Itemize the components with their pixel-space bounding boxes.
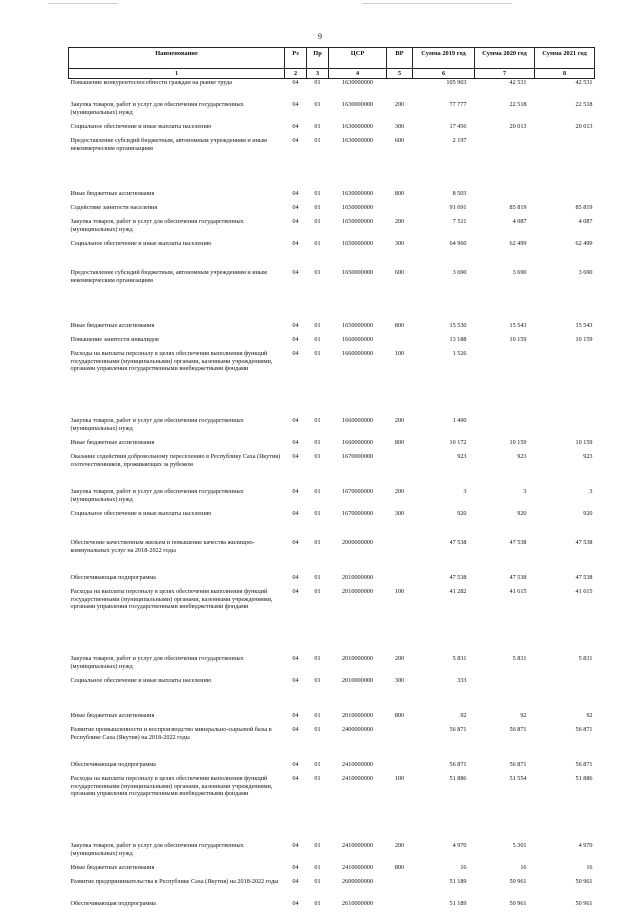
row-sum-2021-cell: 3 690 <box>535 269 595 322</box>
row-vr-cell: 200 <box>387 218 413 240</box>
row-name-cell: Предоставление субсидий бюджетным, автономным учреждениям и иным некоммерческим организациям <box>69 269 285 322</box>
row-pr-cell: 01 <box>307 350 329 417</box>
row-csr-cell: 2410000000 <box>329 842 387 864</box>
row-sum-2021-cell: 50 961 <box>535 878 595 900</box>
row-rz-cell: 04 <box>285 842 307 864</box>
row-csr-cell: 2610000000 <box>329 900 387 914</box>
row-sum-2019-cell: 4 970 <box>413 842 475 864</box>
row-pr-cell: 01 <box>307 574 329 588</box>
row-sum-2019-cell: 920 <box>413 510 475 539</box>
row-sum-2019-cell: 56 871 <box>413 761 475 775</box>
row-pr-cell: 01 <box>307 488 329 510</box>
row-name-cell: Закупка товаров, работ и услуг для обеспечения государственных (муниципальных) нужд <box>69 488 285 510</box>
row-rz-cell: 04 <box>285 137 307 190</box>
row-sum-2021-cell <box>535 417 595 439</box>
row-sum-2019-cell: 7 511 <box>413 218 475 240</box>
column-index: 6 <box>413 69 475 79</box>
table-row <box>69 588 595 655</box>
header-sum-2021: Сумма 2021 год <box>535 48 595 69</box>
row-csr-cell: 1660000000 <box>329 350 387 417</box>
row-rz-cell: 04 <box>285 190 307 204</box>
table-row <box>69 712 595 726</box>
row-vr-cell <box>387 539 413 574</box>
table-row <box>69 240 595 269</box>
row-pr-cell: 01 <box>307 123 329 137</box>
row-sum-2020-cell: 62 499 <box>475 240 535 269</box>
table-row <box>69 350 595 417</box>
table-row <box>69 439 595 453</box>
row-csr-cell: 1650000000 <box>329 269 387 322</box>
row-name-cell: Расходы на выплаты персоналу в целях обеспечения выполнения функций государственными (муниципальными) органами, казенными учреждениями, органами управления государственными внебюджетными фондами <box>69 775 285 842</box>
row-vr-cell <box>387 900 413 914</box>
row-rz-cell: 04 <box>285 453 307 488</box>
row-csr-cell: 2410000000 <box>329 775 387 842</box>
row-sum-2021-cell: 62 499 <box>535 240 595 269</box>
row-sum-2021-cell: 4 087 <box>535 218 595 240</box>
row-vr-cell <box>387 761 413 775</box>
row-csr-cell: 2010000000 <box>329 588 387 655</box>
budget-table <box>68 47 595 914</box>
table-row <box>69 655 595 677</box>
row-name-cell: Закупка товаров, работ и услуг для обеспечения государственных (муниципальных) нужд <box>69 655 285 677</box>
row-rz-cell: 04 <box>285 510 307 539</box>
row-csr-cell: 1660000000 <box>329 417 387 439</box>
table-row <box>69 322 595 336</box>
table-row <box>69 123 595 137</box>
row-sum-2021-cell: 16 <box>535 864 595 878</box>
row-rz-cell: 04 <box>285 350 307 417</box>
row-csr-cell: 2010000000 <box>329 655 387 677</box>
row-csr-cell: 1670000000 <box>329 488 387 510</box>
table-row <box>69 842 595 864</box>
row-pr-cell: 01 <box>307 842 329 864</box>
row-name-cell: Развитие предпринимательства в Республике Саха (Якутия) на 2018-2022 годы <box>69 878 285 900</box>
row-sum-2020-cell: 3 <box>475 488 535 510</box>
row-sum-2021-cell <box>535 350 595 417</box>
row-pr-cell: 01 <box>307 218 329 240</box>
row-vr-cell: 600 <box>387 137 413 190</box>
row-sum-2020-cell: 22 518 <box>475 101 535 123</box>
row-vr-cell: 300 <box>387 123 413 137</box>
row-csr-cell: 2010000000 <box>329 574 387 588</box>
row-sum-2019-cell: 15 530 <box>413 322 475 336</box>
row-sum-2021-cell: 20 013 <box>535 123 595 137</box>
row-rz-cell: 04 <box>285 240 307 269</box>
row-name-cell: Закупка товаров, работ и услуг для обеспечения государственных (муниципальных) нужд <box>69 417 285 439</box>
row-rz-cell: 04 <box>285 204 307 218</box>
row-rz-cell: 04 <box>285 101 307 123</box>
row-vr-cell: 200 <box>387 488 413 510</box>
row-pr-cell: 01 <box>307 712 329 726</box>
row-rz-cell: 04 <box>285 712 307 726</box>
row-vr-cell <box>387 574 413 588</box>
row-vr-cell: 800 <box>387 864 413 878</box>
table-row <box>69 726 595 761</box>
row-name-cell: Расходы на выплаты персоналу в целях обеспечения выполнения функций государственными (муниципальными) органами, казенными учреждениями, органами управления государственными внебюджетными фондами <box>69 350 285 417</box>
row-csr-cell: 1650000000 <box>329 218 387 240</box>
column-index: 8 <box>535 69 595 79</box>
row-sum-2019-cell: 51 189 <box>413 878 475 900</box>
row-name-cell: Предоставление субсидий бюджетным, автономным учреждениям и иным некоммерческим организациям <box>69 137 285 190</box>
row-csr-cell: 2000000000 <box>329 539 387 574</box>
row-sum-2020-cell: 5 831 <box>475 655 535 677</box>
row-csr-cell: 1660000000 <box>329 439 387 453</box>
row-sum-2020-cell: 56 871 <box>475 761 535 775</box>
row-vr-cell <box>387 878 413 900</box>
row-sum-2021-cell: 51 886 <box>535 775 595 842</box>
row-vr-cell: 100 <box>387 775 413 842</box>
header-name: Наименование <box>69 48 285 69</box>
table-row <box>69 336 595 350</box>
table-row <box>69 453 595 488</box>
row-name-cell: Социальное обеспечение и иные выплаты населению <box>69 240 285 269</box>
row-rz-cell: 04 <box>285 322 307 336</box>
table-row <box>69 761 595 775</box>
row-pr-cell: 01 <box>307 677 329 712</box>
row-rz-cell: 04 <box>285 539 307 574</box>
row-sum-2020-cell: 42 531 <box>475 79 535 102</box>
row-pr-cell: 01 <box>307 775 329 842</box>
column-index: 1 <box>69 69 285 79</box>
row-pr-cell: 01 <box>307 190 329 204</box>
row-rz-cell: 04 <box>285 588 307 655</box>
row-vr-cell: 200 <box>387 842 413 864</box>
table-row <box>69 269 595 322</box>
row-pr-cell: 01 <box>307 539 329 574</box>
row-pr-cell: 01 <box>307 240 329 269</box>
table-row <box>69 878 595 900</box>
scan-artifact-line <box>362 3 512 4</box>
row-rz-cell: 04 <box>285 269 307 322</box>
row-sum-2019-cell: 47 538 <box>413 539 475 574</box>
row-pr-cell: 01 <box>307 878 329 900</box>
table-body <box>69 79 595 914</box>
row-vr-cell: 800 <box>387 712 413 726</box>
column-index: 5 <box>387 69 413 79</box>
row-pr-cell: 01 <box>307 900 329 914</box>
row-rz-cell: 04 <box>285 677 307 712</box>
table-row <box>69 137 595 190</box>
row-sum-2021-cell <box>535 137 595 190</box>
table-header-row <box>69 48 595 69</box>
row-rz-cell: 04 <box>285 655 307 677</box>
row-csr-cell: 2410000000 <box>329 864 387 878</box>
row-pr-cell: 01 <box>307 453 329 488</box>
header-rz: Рз <box>285 48 307 69</box>
scan-artifact-line <box>48 3 118 4</box>
row-sum-2019-cell: 56 871 <box>413 726 475 761</box>
page-number: 9 <box>0 32 640 41</box>
row-sum-2020-cell: 20 013 <box>475 123 535 137</box>
row-vr-cell: 800 <box>387 190 413 204</box>
row-sum-2020-cell: 15 543 <box>475 322 535 336</box>
column-index: 3 <box>307 69 329 79</box>
row-sum-2021-cell: 50 961 <box>535 900 595 914</box>
row-vr-cell: 200 <box>387 655 413 677</box>
row-csr-cell: 1650000000 <box>329 322 387 336</box>
header-pr: Пр <box>307 48 329 69</box>
row-name-cell: Закупка товаров, работ и услуг для обеспечения государственных (муниципальных) нужд <box>69 101 285 123</box>
row-sum-2020-cell: 3 690 <box>475 269 535 322</box>
row-csr-cell: 2010000000 <box>329 712 387 726</box>
row-sum-2021-cell: 10 159 <box>535 336 595 350</box>
row-sum-2019-cell: 41 282 <box>413 588 475 655</box>
row-sum-2021-cell: 56 871 <box>535 761 595 775</box>
row-vr-cell: 200 <box>387 417 413 439</box>
row-csr-cell: 1660000000 <box>329 336 387 350</box>
row-csr-cell: 1650000000 <box>329 240 387 269</box>
row-rz-cell: 04 <box>285 900 307 914</box>
row-name-cell: Повышение занятости инвалидов <box>69 336 285 350</box>
row-vr-cell <box>387 336 413 350</box>
row-sum-2020-cell: 41 615 <box>475 588 535 655</box>
row-rz-cell: 04 <box>285 417 307 439</box>
row-name-cell: Закупка товаров, работ и услуг для обеспечения государственных (муниципальных) нужд <box>69 218 285 240</box>
row-rz-cell: 04 <box>285 123 307 137</box>
row-sum-2019-cell: 3 <box>413 488 475 510</box>
table-row <box>69 574 595 588</box>
row-sum-2020-cell: 92 <box>475 712 535 726</box>
row-sum-2019-cell: 8 503 <box>413 190 475 204</box>
row-sum-2019-cell: 1 526 <box>413 350 475 417</box>
row-rz-cell: 04 <box>285 775 307 842</box>
row-name-cell: Иные бюджетные ассигнования <box>69 322 285 336</box>
row-pr-cell: 01 <box>307 726 329 761</box>
row-sum-2019-cell: 51 189 <box>413 900 475 914</box>
row-name-cell: Развитие промышленности и воспроизводство минерально-сырьевой базы в Республике Саха (Якутия) на 2018-2022 годы <box>69 726 285 761</box>
row-vr-cell: 300 <box>387 240 413 269</box>
row-pr-cell: 01 <box>307 322 329 336</box>
row-sum-2020-cell: 16 <box>475 864 535 878</box>
row-csr-cell: 1630000000 <box>329 79 387 102</box>
column-index: 7 <box>475 69 535 79</box>
row-csr-cell: 1630000000 <box>329 190 387 204</box>
row-sum-2021-cell: 920 <box>535 510 595 539</box>
table-row <box>69 101 595 123</box>
row-name-cell: Оказание содействия добровольному переселению в Республику Саха (Якутия) соотечественников, проживающих за рубежом <box>69 453 285 488</box>
row-sum-2020-cell: 5 301 <box>475 842 535 864</box>
row-name-cell: Обеспечивающая подпрограмма <box>69 900 285 914</box>
row-rz-cell: 04 <box>285 864 307 878</box>
row-pr-cell: 01 <box>307 439 329 453</box>
row-vr-cell: 200 <box>387 101 413 123</box>
row-sum-2020-cell: 47 538 <box>475 539 535 574</box>
row-pr-cell: 01 <box>307 417 329 439</box>
row-sum-2019-cell: 51 886 <box>413 775 475 842</box>
row-rz-cell: 04 <box>285 761 307 775</box>
row-csr-cell: 1670000000 <box>329 510 387 539</box>
row-name-cell: Иные бюджетные ассигнования <box>69 712 285 726</box>
row-sum-2021-cell: 923 <box>535 453 595 488</box>
row-sum-2019-cell: 47 538 <box>413 574 475 588</box>
row-sum-2021-cell: 92 <box>535 712 595 726</box>
table-row <box>69 775 595 842</box>
row-sum-2020-cell <box>475 417 535 439</box>
row-name-cell: Обеспечение качественным жильем и повышение качества жилищно-коммунальных услуг на 2018-2022 годы <box>69 539 285 574</box>
row-sum-2021-cell <box>535 677 595 712</box>
row-sum-2019-cell: 64 960 <box>413 240 475 269</box>
header-vr: ВР <box>387 48 413 69</box>
row-pr-cell: 01 <box>307 137 329 190</box>
row-rz-cell: 04 <box>285 79 307 102</box>
row-sum-2021-cell: 47 538 <box>535 574 595 588</box>
row-csr-cell: 2410000000 <box>329 761 387 775</box>
row-sum-2021-cell: 5 831 <box>535 655 595 677</box>
row-rz-cell: 04 <box>285 574 307 588</box>
row-pr-cell: 01 <box>307 588 329 655</box>
row-rz-cell: 04 <box>285 726 307 761</box>
row-name-cell: Расходы на выплаты персоналу в целях обеспечения выполнения функций государственными (муниципальными) органами, казенными учреждениями, органами управления государственными внебюджетными фондами <box>69 588 285 655</box>
row-vr-cell: 800 <box>387 439 413 453</box>
row-sum-2021-cell: 3 <box>535 488 595 510</box>
header-sum-2020: Сумма 2020 год <box>475 48 535 69</box>
row-sum-2019-cell: 92 <box>413 712 475 726</box>
row-sum-2019-cell: 91 691 <box>413 204 475 218</box>
row-vr-cell <box>387 79 413 102</box>
row-name-cell: Социальное обеспечение и иные выплаты населению <box>69 677 285 712</box>
row-sum-2020-cell: 10 159 <box>475 336 535 350</box>
row-pr-cell: 01 <box>307 510 329 539</box>
row-csr-cell: 1630000000 <box>329 137 387 190</box>
row-sum-2021-cell: 85 819 <box>535 204 595 218</box>
table-row <box>69 677 595 712</box>
row-sum-2020-cell: 51 554 <box>475 775 535 842</box>
row-sum-2020-cell: 4 087 <box>475 218 535 240</box>
row-vr-cell <box>387 204 413 218</box>
row-pr-cell: 01 <box>307 761 329 775</box>
row-sum-2021-cell <box>535 190 595 204</box>
row-pr-cell: 01 <box>307 864 329 878</box>
row-csr-cell: 1650000000 <box>329 204 387 218</box>
row-csr-cell: 1630000000 <box>329 123 387 137</box>
row-sum-2021-cell: 10 159 <box>535 439 595 453</box>
table-row <box>69 204 595 218</box>
row-rz-cell: 04 <box>285 336 307 350</box>
row-vr-cell: 300 <box>387 677 413 712</box>
table-row <box>69 900 595 914</box>
row-sum-2021-cell: 4 970 <box>535 842 595 864</box>
row-name-cell: Повышение конкурентоспособности граждан на рынке труда <box>69 79 285 102</box>
row-sum-2021-cell: 42 531 <box>535 79 595 102</box>
row-sum-2021-cell: 41 615 <box>535 588 595 655</box>
row-sum-2020-cell: 47 538 <box>475 574 535 588</box>
row-sum-2020-cell: 923 <box>475 453 535 488</box>
row-sum-2019-cell: 13 188 <box>413 336 475 350</box>
row-csr-cell: 1670000000 <box>329 453 387 488</box>
row-name-cell: Социальное обеспечение и иные выплаты населению <box>69 123 285 137</box>
header-csr: ЦСР <box>329 48 387 69</box>
row-pr-cell: 01 <box>307 204 329 218</box>
row-vr-cell: 300 <box>387 510 413 539</box>
row-name-cell: Обеспечивающая подпрограмма <box>69 574 285 588</box>
row-name-cell: Закупка товаров, работ и услуг для обеспечения государственных (муниципальных) нужд <box>69 842 285 864</box>
row-sum-2020-cell <box>475 677 535 712</box>
row-csr-cell: 1630000000 <box>329 101 387 123</box>
row-vr-cell: 800 <box>387 322 413 336</box>
table-row <box>69 218 595 240</box>
row-sum-2020-cell: 85 819 <box>475 204 535 218</box>
row-sum-2021-cell: 15 543 <box>535 322 595 336</box>
row-sum-2019-cell: 16 <box>413 864 475 878</box>
column-index: 2 <box>285 69 307 79</box>
row-sum-2020-cell: 920 <box>475 510 535 539</box>
table-row <box>69 79 595 102</box>
row-sum-2020-cell: 50 961 <box>475 878 535 900</box>
row-sum-2021-cell: 22 518 <box>535 101 595 123</box>
row-sum-2020-cell: 10 159 <box>475 439 535 453</box>
row-vr-cell <box>387 726 413 761</box>
row-vr-cell: 100 <box>387 350 413 417</box>
row-sum-2019-cell: 923 <box>413 453 475 488</box>
row-sum-2019-cell: 1 490 <box>413 417 475 439</box>
row-sum-2019-cell: 105 903 <box>413 79 475 102</box>
row-pr-cell: 01 <box>307 655 329 677</box>
row-sum-2019-cell: 17 456 <box>413 123 475 137</box>
row-sum-2020-cell: 50 961 <box>475 900 535 914</box>
row-rz-cell: 04 <box>285 488 307 510</box>
row-name-cell: Иные бюджетные ассигнования <box>69 439 285 453</box>
row-vr-cell: 600 <box>387 269 413 322</box>
row-rz-cell: 04 <box>285 218 307 240</box>
row-name-cell: Содействие занятости населения <box>69 204 285 218</box>
row-name-cell: Иные бюджетные ассигнования <box>69 864 285 878</box>
row-sum-2020-cell: 56 871 <box>475 726 535 761</box>
row-vr-cell <box>387 453 413 488</box>
row-pr-cell: 01 <box>307 336 329 350</box>
row-sum-2021-cell: 47 538 <box>535 539 595 574</box>
table-row <box>69 417 595 439</box>
table-row <box>69 539 595 574</box>
row-vr-cell: 100 <box>387 588 413 655</box>
row-sum-2019-cell: 10 172 <box>413 439 475 453</box>
row-name-cell: Обеспечивающая подпрограмма <box>69 761 285 775</box>
row-sum-2019-cell: 3 690 <box>413 269 475 322</box>
row-rz-cell: 04 <box>285 439 307 453</box>
row-csr-cell: 2010000000 <box>329 677 387 712</box>
column-index-row <box>69 69 595 79</box>
row-sum-2019-cell: 333 <box>413 677 475 712</box>
row-csr-cell: 2600000000 <box>329 878 387 900</box>
row-pr-cell: 01 <box>307 101 329 123</box>
row-sum-2019-cell: 5 831 <box>413 655 475 677</box>
row-rz-cell: 04 <box>285 878 307 900</box>
table-row <box>69 864 595 878</box>
row-sum-2020-cell <box>475 190 535 204</box>
column-index: 4 <box>329 69 387 79</box>
table-row <box>69 510 595 539</box>
table-row <box>69 190 595 204</box>
header-sum-2019: Сумма 2019 год <box>413 48 475 69</box>
row-sum-2021-cell: 56 871 <box>535 726 595 761</box>
row-pr-cell: 01 <box>307 269 329 322</box>
row-name-cell: Социальное обеспечение и иные выплаты населению <box>69 510 285 539</box>
row-sum-2020-cell <box>475 350 535 417</box>
row-sum-2019-cell: 77 777 <box>413 101 475 123</box>
row-name-cell: Иные бюджетные ассигнования <box>69 190 285 204</box>
row-pr-cell: 01 <box>307 79 329 102</box>
table-row <box>69 488 595 510</box>
row-csr-cell: 2400000000 <box>329 726 387 761</box>
row-sum-2019-cell: 2 197 <box>413 137 475 190</box>
row-sum-2020-cell <box>475 137 535 190</box>
